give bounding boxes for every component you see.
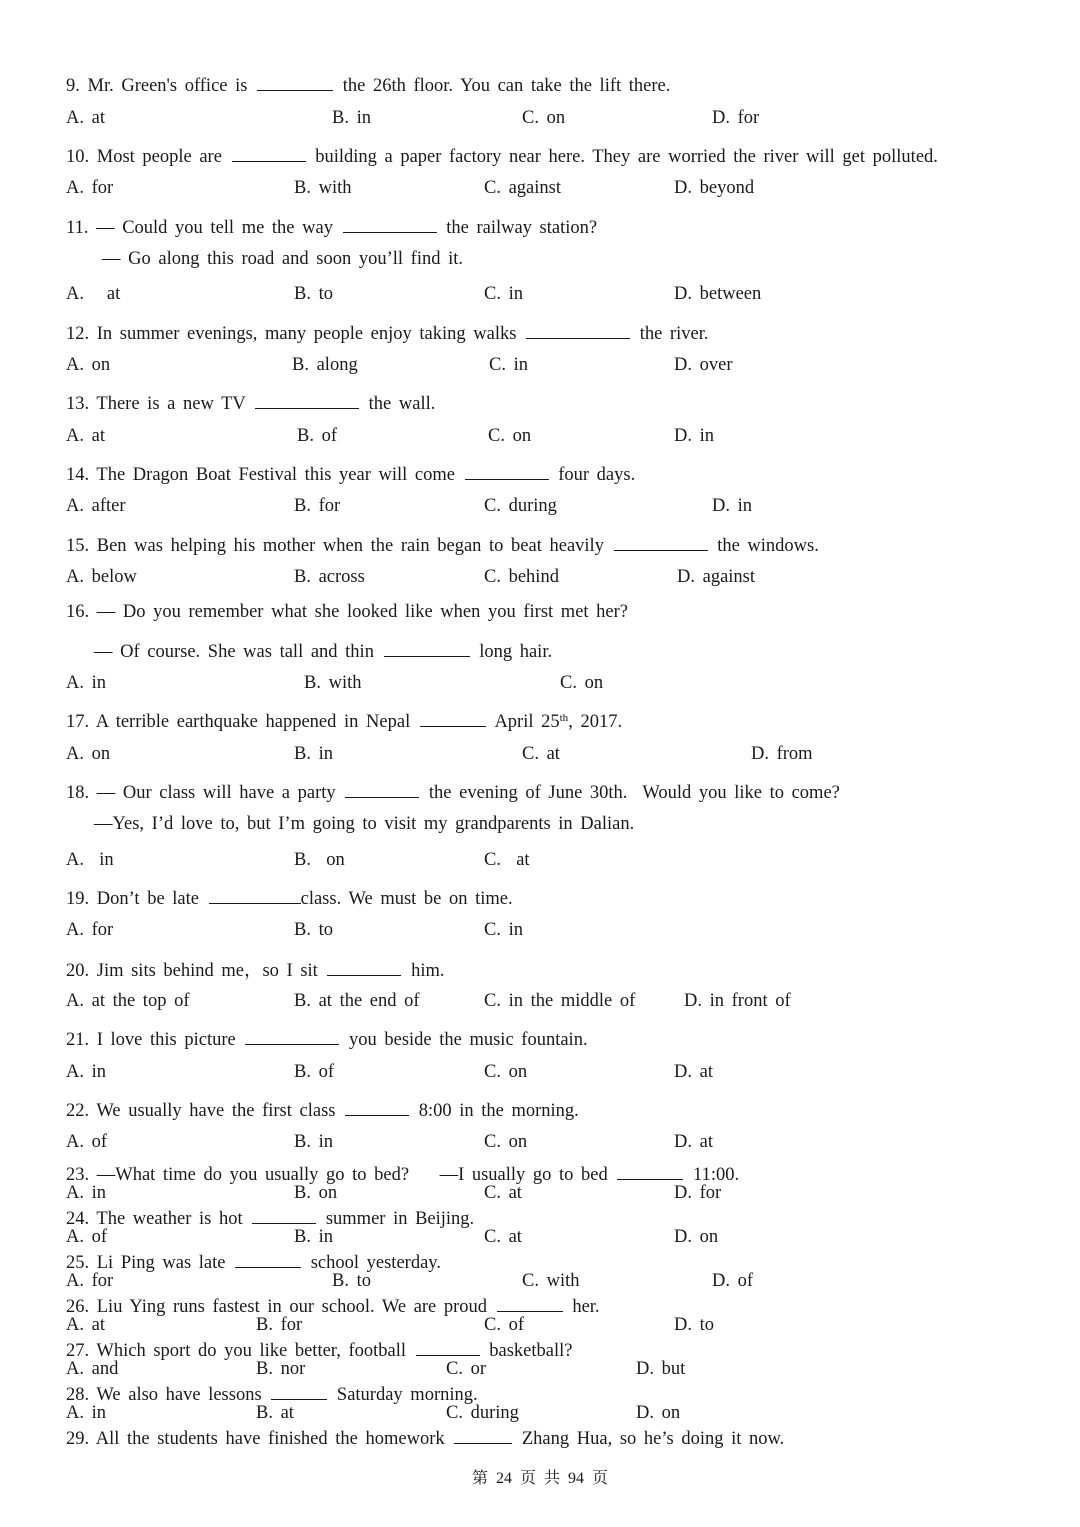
answer-blank[interactable] (420, 708, 486, 727)
question-23 (0, 1161, 1080, 1183)
question-text: A terrible earthquake happened in Nepal (95, 712, 411, 732)
options-21 (0, 1062, 1080, 1092)
question-number: 23. (66, 1165, 90, 1185)
option-a[interactable]: A. below (66, 567, 137, 587)
question-text: Don’t be late (96, 889, 199, 909)
option-c[interactable]: C. of (484, 1315, 524, 1335)
option-a[interactable]: A. at (66, 284, 121, 304)
option-c[interactable]: C. in the middle of (484, 991, 636, 1011)
option-b[interactable]: B. nor (256, 1359, 306, 1379)
answer-blank[interactable] (255, 390, 359, 409)
question-text: There is a new TV (96, 394, 246, 414)
answer-blank[interactable] (345, 779, 419, 798)
question-number: 10. (66, 147, 90, 167)
option-a[interactable]: A. for (66, 920, 114, 940)
question-text: , 2017. (568, 712, 623, 732)
option-c[interactable]: C. in (484, 284, 523, 304)
option-c[interactable]: C. on (522, 108, 566, 128)
options-12 (0, 355, 1080, 385)
answer-blank[interactable] (454, 1425, 512, 1444)
question-text: In summer evenings, many people enjoy taking walks (96, 324, 517, 344)
option-b[interactable]: B. at (256, 1403, 294, 1423)
option-c[interactable]: C. on (560, 673, 604, 693)
question-24 (0, 1205, 1080, 1227)
question-number: 11. (66, 218, 89, 238)
question-22 (0, 1097, 1080, 1127)
question-text: Liu Ying runs fastest in our school. We are proud (96, 1297, 488, 1317)
options-15 (0, 567, 1080, 597)
question-text: Mr. Green's office is (87, 76, 248, 96)
question-text: Most people are (96, 147, 222, 167)
option-b[interactable]: B. in (332, 108, 371, 128)
question-text: —What time do you usually go to bed? —I usually go to bed (96, 1165, 608, 1185)
options-20 (0, 991, 1080, 1021)
option-c[interactable]: C. on (484, 1132, 528, 1152)
option-a[interactable]: A. at (66, 1315, 105, 1335)
answer-blank[interactable] (497, 1293, 563, 1312)
options-18 (0, 850, 1080, 880)
option-b[interactable]: B. across (294, 567, 365, 587)
reply-16 (0, 638, 1080, 668)
question-number: 15. (66, 536, 90, 556)
option-d[interactable]: D. in (712, 496, 752, 516)
option-b[interactable]: B. with (304, 673, 362, 693)
options-27 (0, 1359, 1080, 1381)
reply-18 (0, 814, 1080, 844)
options-19 (0, 920, 1080, 950)
option-b[interactable]: B. along (292, 355, 358, 375)
reply-text: — Go along this road and soon you’ll find it. (102, 249, 463, 269)
reply-text: — Of course. She was tall and thin (94, 642, 374, 662)
option-a[interactable]: A. for (66, 1271, 114, 1291)
question-9 (0, 72, 1080, 102)
question-number: 19. (66, 889, 90, 909)
option-d[interactable]: D. in front of (684, 991, 791, 1011)
option-a[interactable]: A. in (66, 1183, 106, 1203)
option-d[interactable]: D. from (751, 744, 813, 764)
answer-blank[interactable] (257, 72, 333, 91)
option-c[interactable]: C. at (484, 850, 530, 870)
question-number: 27. (66, 1341, 90, 1361)
question-text: Zhang Hua, so he’s doing it now. (521, 1429, 785, 1449)
answer-blank[interactable] (252, 1205, 316, 1224)
answer-blank[interactable] (235, 1249, 301, 1268)
option-a[interactable]: A. in (66, 1062, 106, 1082)
options-14 (0, 496, 1080, 526)
question-number: 17. (66, 712, 90, 732)
option-c[interactable]: C. on (488, 426, 532, 446)
option-c[interactable]: C. in (489, 355, 528, 375)
question-text: the wall. (368, 394, 436, 414)
option-d[interactable]: D. beyond (674, 178, 755, 198)
question-text: 11:00. (693, 1165, 740, 1185)
option-d[interactable]: D. of (712, 1271, 754, 1291)
options-11 (0, 284, 1080, 314)
option-a[interactable]: A. in (66, 1403, 106, 1423)
question-15 (0, 532, 1080, 562)
question-text: the windows. (717, 536, 819, 556)
option-b[interactable]: B. to (332, 1271, 371, 1291)
ordinal-suffix: th (559, 712, 569, 724)
question-text: The Dragon Boat Festival this year will come (96, 465, 455, 485)
answer-blank[interactable] (232, 143, 306, 162)
answer-blank[interactable] (526, 320, 630, 339)
reply-text: —Yes, I’d love to, but I’m going to visit my grandparents in Dalian. (94, 814, 635, 834)
option-b[interactable]: B. in (294, 1227, 333, 1247)
question-21 (0, 1026, 1080, 1056)
options-17 (0, 744, 1080, 774)
question-text: — Do you remember what she looked like when you first met her? (96, 602, 629, 622)
option-d[interactable]: D. in (674, 426, 714, 446)
question-11 (0, 214, 1080, 244)
option-a[interactable]: A. at the top of (66, 991, 190, 1011)
question-text: Li Ping was late (96, 1253, 226, 1273)
question-number: 29. (66, 1429, 90, 1449)
option-c[interactable]: C. during (446, 1403, 519, 1423)
option-d[interactable]: D. on (674, 1227, 719, 1247)
options-10 (0, 178, 1080, 208)
question-text: All the students have finished the homework (95, 1429, 445, 1449)
answer-blank[interactable] (465, 461, 549, 480)
question-number: 26. (66, 1297, 90, 1317)
option-b[interactable]: B. in (294, 1132, 333, 1152)
question-number: 18. (66, 783, 90, 803)
question-number: 9. (66, 76, 80, 96)
option-d[interactable]: D. over (674, 355, 733, 375)
option-c[interactable]: C. on (484, 1062, 528, 1082)
question-text: Jim sits behind me，so I sit (96, 961, 318, 981)
option-b[interactable]: B. with (294, 178, 352, 198)
question-text: Ben was helping his mother when the rain began to beat heavily (96, 536, 604, 556)
question-18 (0, 779, 1080, 809)
option-d[interactable]: D. on (636, 1403, 681, 1423)
question-number: 16. (66, 602, 90, 622)
question-text: you beside the music fountain. (348, 1030, 588, 1050)
option-b[interactable]: B. at the end of (294, 991, 420, 1011)
question-text: — Our class will have a party (96, 783, 336, 803)
option-a[interactable]: A. after (66, 496, 126, 516)
answer-blank[interactable] (327, 957, 401, 976)
option-a[interactable]: A. at (66, 426, 105, 446)
option-b[interactable]: B. for (294, 496, 341, 516)
question-25 (0, 1249, 1080, 1271)
options-23 (0, 1183, 1080, 1205)
option-d[interactable]: D. at (674, 1132, 713, 1152)
option-b[interactable]: B. for (256, 1315, 303, 1335)
question-number: 21. (66, 1030, 90, 1050)
options-9 (0, 108, 1080, 138)
answer-blank[interactable] (614, 532, 708, 551)
question-text: April 25 (494, 712, 560, 732)
option-d[interactable]: D. between (674, 284, 762, 304)
question-text: Which sport do you like better, football (96, 1341, 407, 1361)
question-26 (0, 1293, 1080, 1315)
reply-11 (0, 249, 1080, 279)
question-text: the evening of June 30th. Would you like to come? (428, 783, 840, 803)
option-d[interactable]: D. against (677, 567, 756, 587)
question-text: him. (411, 961, 445, 981)
options-16 (0, 673, 1080, 703)
option-a[interactable]: A. and (66, 1359, 119, 1379)
question-number: 20. (66, 961, 90, 981)
answer-blank[interactable] (343, 214, 437, 233)
reply-text: long hair. (479, 642, 553, 662)
option-d[interactable]: D. to (674, 1315, 714, 1335)
option-b[interactable]: B. on (294, 850, 345, 870)
question-20 (0, 956, 1080, 986)
question-text: We also have lessons (96, 1385, 262, 1405)
option-b[interactable]: B. in (294, 744, 333, 764)
question-text: building a paper factory near here. They are worried the river will get polluted. (315, 147, 938, 167)
option-d[interactable]: D. but (636, 1359, 686, 1379)
options-26 (0, 1315, 1080, 1337)
question-text: Saturday morning. (336, 1385, 478, 1405)
question-text: — Could you tell me the way (96, 218, 333, 238)
options-13 (0, 426, 1080, 456)
answer-blank[interactable] (345, 1097, 409, 1116)
question-28 (0, 1381, 1080, 1403)
question-text: the 26th floor. You can take the lift there. (342, 76, 671, 96)
option-a[interactable]: A. of (66, 1227, 108, 1247)
question-19 (0, 885, 1080, 915)
question-text: basketball? (489, 1341, 573, 1361)
question-14 (0, 461, 1080, 491)
question-17 (0, 708, 1080, 738)
option-c[interactable]: C. behind (484, 567, 559, 587)
option-d[interactable]: D. for (712, 108, 760, 128)
question-number: 28. (66, 1385, 90, 1405)
question-16 (0, 602, 1080, 632)
answer-blank[interactable] (209, 885, 301, 904)
question-text: her. (572, 1297, 600, 1317)
question-text: I love this picture (96, 1030, 236, 1050)
question-text: school yesterday. (310, 1253, 441, 1273)
question-10 (0, 143, 1080, 173)
option-b[interactable]: B. to (294, 284, 333, 304)
option-c[interactable]: C. or (446, 1359, 486, 1379)
question-text: summer in Beijing. (325, 1209, 475, 1229)
options-28 (0, 1403, 1080, 1425)
option-b[interactable]: B. to (294, 920, 333, 940)
question-27 (0, 1337, 1080, 1359)
option-c[interactable]: C. with (522, 1271, 580, 1291)
option-c[interactable]: C. at (522, 744, 560, 764)
option-c[interactable]: C. during (484, 496, 557, 516)
option-a[interactable]: A. at (66, 108, 105, 128)
option-c[interactable]: C. at (484, 1227, 522, 1247)
question-number: 25. (66, 1253, 90, 1273)
option-a[interactable]: A. in (66, 850, 114, 870)
answer-blank[interactable] (416, 1337, 480, 1356)
option-a[interactable]: A. of (66, 1132, 108, 1152)
option-c[interactable]: C. against (484, 178, 561, 198)
page-footer: 第 24 页 共 94 页 (471, 1470, 608, 1487)
question-text: class. We must be on time. (300, 889, 513, 909)
question-number: 14. (66, 465, 90, 485)
options-22 (0, 1132, 1080, 1162)
answer-blank[interactable] (271, 1381, 327, 1400)
answer-blank[interactable] (617, 1161, 683, 1180)
answer-blank[interactable] (384, 638, 470, 657)
option-c[interactable]: C. at (484, 1183, 522, 1203)
question-number: 13. (66, 394, 90, 414)
question-13 (0, 390, 1080, 420)
answer-blank[interactable] (245, 1026, 339, 1045)
option-a[interactable]: A. in (66, 673, 106, 693)
option-b[interactable]: B. on (294, 1183, 338, 1203)
question-29 (0, 1425, 1080, 1447)
question-text: four days. (558, 465, 636, 485)
option-d[interactable]: D. for (674, 1183, 722, 1203)
option-b[interactable]: B. of (294, 1062, 334, 1082)
question-number: 12. (66, 324, 90, 344)
question-12 (0, 320, 1080, 350)
option-a[interactable]: A. on (66, 355, 111, 375)
option-d[interactable]: D. at (674, 1062, 713, 1082)
option-b[interactable]: B. of (297, 426, 337, 446)
option-c[interactable]: C. in (484, 920, 523, 940)
options-24 (0, 1227, 1080, 1249)
option-a[interactable]: A. on (66, 744, 111, 764)
question-text: the river. (639, 324, 709, 344)
question-text: The weather is hot (96, 1209, 243, 1229)
question-text: We usually have the first class (96, 1101, 336, 1121)
question-text: the railway station? (446, 218, 598, 238)
options-25 (0, 1271, 1080, 1293)
question-number: 24. (66, 1209, 90, 1229)
option-a[interactable]: A. for (66, 178, 114, 198)
question-text: 8:00 in the morning. (418, 1101, 579, 1121)
question-number: 22. (66, 1101, 90, 1121)
